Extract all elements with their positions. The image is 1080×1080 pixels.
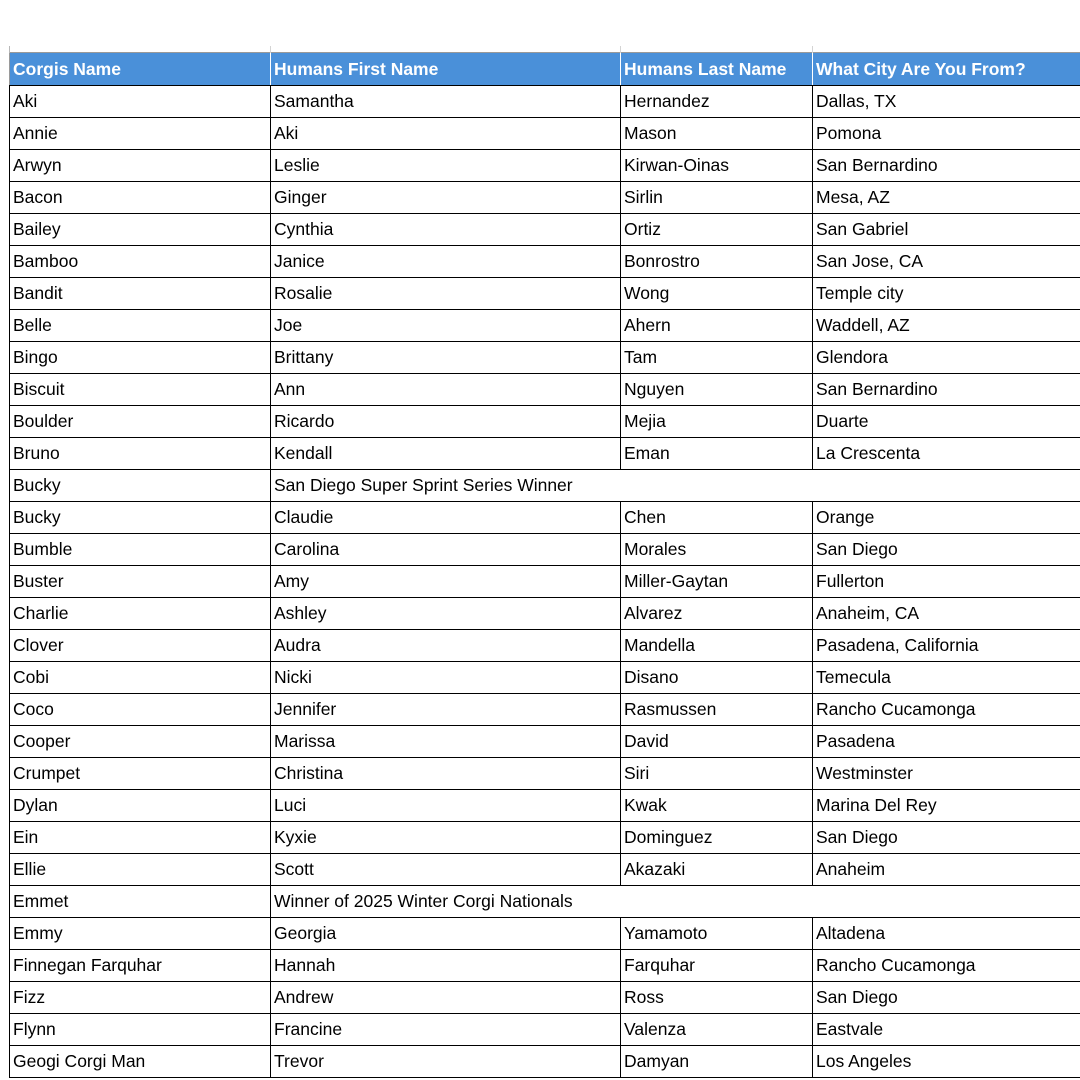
first-name-cell[interactable]: Luci [271, 790, 621, 822]
corgi-name-cell[interactable]: Ellie [10, 854, 271, 886]
city-cell[interactable]: San Gabriel [813, 214, 1080, 246]
table-row [10, 182, 1080, 214]
table-row [10, 214, 1080, 246]
city-cell[interactable]: Anaheim, CA [813, 598, 1080, 630]
table-row [10, 86, 1080, 118]
header-humans-first-name[interactable]: Humans First Name [271, 53, 621, 86]
last-name-cell[interactable]: Bonrostro [621, 246, 813, 278]
table-row [10, 662, 1080, 694]
corgi-name-cell[interactable]: Clover [10, 630, 271, 662]
last-name-cell[interactable]: Mejia [621, 406, 813, 438]
table-body [10, 86, 1080, 1078]
first-name-cell[interactable]: Audra [271, 630, 621, 662]
corgi-name-cell[interactable]: Emmet [10, 886, 271, 918]
city-cell[interactable]: Rancho Cucamonga [813, 694, 1080, 726]
first-name-cell[interactable]: Kyxie [271, 822, 621, 854]
last-name-cell[interactable]: Dominguez [621, 822, 813, 854]
table-row [10, 150, 1080, 182]
first-name-cell[interactable]: Janice [271, 246, 621, 278]
first-name-cell[interactable]: Claudie [271, 502, 621, 534]
last-name-cell[interactable]: Farquhar [621, 950, 813, 982]
first-name-cell[interactable]: Andrew [271, 982, 621, 1014]
first-name-cell[interactable]: Rosalie [271, 278, 621, 310]
corgi-name-cell[interactable]: Arwyn [10, 150, 271, 182]
corgi-name-cell[interactable]: Coco [10, 694, 271, 726]
city-cell[interactable]: Dallas, TX [813, 86, 1080, 118]
last-name-cell[interactable]: Sirlin [621, 182, 813, 214]
city-cell[interactable]: Pomona [813, 118, 1080, 150]
first-name-cell[interactable]: Ginger [271, 182, 621, 214]
last-name-cell[interactable]: Siri [621, 758, 813, 790]
corgi-name-cell[interactable]: Bumble [10, 534, 271, 566]
last-name-cell[interactable]: Hernandez [621, 86, 813, 118]
first-name-cell[interactable]: Ricardo [271, 406, 621, 438]
note-row [10, 886, 1080, 918]
table-row [10, 534, 1080, 566]
corgi-name-cell[interactable]: Aki [10, 86, 271, 118]
last-name-cell[interactable]: David [621, 726, 813, 758]
table-row [10, 406, 1080, 438]
city-cell[interactable]: Pasadena, California [813, 630, 1080, 662]
corgi-name-cell[interactable]: Finnegan Farquhar [10, 950, 271, 982]
corgi-name-cell[interactable]: Bucky [10, 502, 271, 534]
city-cell[interactable]: San Diego [813, 822, 1080, 854]
city-cell[interactable]: San Diego [813, 534, 1080, 566]
city-cell[interactable]: Los Angeles [813, 1046, 1080, 1078]
last-name-cell[interactable]: Disano [621, 662, 813, 694]
table-row [10, 822, 1080, 854]
last-name-cell[interactable]: Akazaki [621, 854, 813, 886]
corgi-name-cell[interactable]: Biscuit [10, 374, 271, 406]
last-name-cell[interactable]: Ahern [621, 310, 813, 342]
corgi-name-cell[interactable]: Bucky [10, 470, 271, 502]
table-row [10, 982, 1080, 1014]
corgi-name-cell[interactable]: Bruno [10, 438, 271, 470]
last-name-cell[interactable]: Damyan [621, 1046, 813, 1078]
last-name-cell[interactable]: Ross [621, 982, 813, 1014]
table-row [10, 726, 1080, 758]
table-row [10, 630, 1080, 662]
corgi-name-cell[interactable]: Buster [10, 566, 271, 598]
corgi-name-cell[interactable]: Cobi [10, 662, 271, 694]
last-name-cell[interactable]: Yamamoto [621, 918, 813, 950]
table-row [10, 502, 1080, 534]
corgi-name-cell[interactable]: Fizz [10, 982, 271, 1014]
last-name-cell[interactable]: Rasmussen [621, 694, 813, 726]
first-name-cell[interactable]: Ann [271, 374, 621, 406]
header-humans-last-name[interactable]: Humans Last Name [621, 53, 813, 86]
spreadsheet [9, 46, 1080, 1080]
table-row [10, 1014, 1080, 1046]
first-name-cell[interactable]: Marissa [271, 726, 621, 758]
corgi-name-cell[interactable]: Charlie [10, 598, 271, 630]
city-cell[interactable]: San Bernardino [813, 150, 1080, 182]
header-city[interactable]: What City Are You From? [813, 53, 1080, 86]
table-row [10, 310, 1080, 342]
table-row [10, 118, 1080, 150]
first-name-cell[interactable]: Francine [271, 1014, 621, 1046]
city-cell[interactable]: Temecula [813, 662, 1080, 694]
table-row [10, 374, 1080, 406]
first-name-cell[interactable]: Leslie [271, 150, 621, 182]
last-name-cell[interactable]: Kwak [621, 790, 813, 822]
corgi-name-cell[interactable]: Belle [10, 310, 271, 342]
city-cell[interactable]: Eastvale [813, 1014, 1080, 1046]
first-name-cell[interactable]: Trevor [271, 1046, 621, 1078]
achievement-note-cell[interactable]: San Diego Super Sprint Series Winner [271, 470, 1080, 502]
city-cell[interactable]: Glendora [813, 342, 1080, 374]
table-row [10, 1046, 1080, 1078]
first-name-cell[interactable]: Brittany [271, 342, 621, 374]
city-cell[interactable]: Pasadena [813, 726, 1080, 758]
city-cell[interactable]: Waddell, AZ [813, 310, 1080, 342]
city-cell[interactable]: Altadena [813, 918, 1080, 950]
city-cell[interactable]: Mesa, AZ [813, 182, 1080, 214]
first-name-cell[interactable]: Hannah [271, 950, 621, 982]
corgi-name-cell[interactable]: Annie [10, 118, 271, 150]
corgi-name-cell[interactable]: Emmy [10, 918, 271, 950]
table-row [10, 918, 1080, 950]
first-name-cell[interactable]: Kendall [271, 438, 621, 470]
corgi-name-cell[interactable]: Dylan [10, 790, 271, 822]
last-name-cell[interactable]: Ortiz [621, 214, 813, 246]
corgi-name-cell[interactable]: Bingo [10, 342, 271, 374]
table-row [10, 790, 1080, 822]
header-row [10, 53, 1080, 86]
first-name-cell[interactable]: Amy [271, 566, 621, 598]
first-name-cell[interactable]: Christina [271, 758, 621, 790]
first-name-cell[interactable]: Scott [271, 854, 621, 886]
first-name-cell[interactable]: Carolina [271, 534, 621, 566]
corgi-name-cell[interactable]: Ein [10, 822, 271, 854]
city-cell[interactable]: Duarte [813, 406, 1080, 438]
first-name-cell[interactable]: Samantha [271, 86, 621, 118]
corgi-name-cell[interactable]: Bamboo [10, 246, 271, 278]
corgi-name-cell[interactable]: Bandit [10, 278, 271, 310]
city-cell[interactable]: Westminster [813, 758, 1080, 790]
last-name-cell[interactable]: Valenza [621, 1014, 813, 1046]
last-name-cell[interactable]: Wong [621, 278, 813, 310]
corgi-name-cell[interactable]: Flynn [10, 1014, 271, 1046]
table-row [10, 758, 1080, 790]
first-name-cell[interactable]: Jennifer [271, 694, 621, 726]
last-name-cell[interactable]: Tam [621, 342, 813, 374]
city-cell[interactable]: San Jose, CA [813, 246, 1080, 278]
table-row [10, 278, 1080, 310]
corgi-name-cell[interactable]: Boulder [10, 406, 271, 438]
corgi-table [9, 46, 1080, 1078]
achievement-note-cell[interactable]: Winner of 2025 Winter Corgi Nationals [271, 886, 1080, 918]
city-cell[interactable]: Rancho Cucamonga [813, 950, 1080, 982]
table-row [10, 246, 1080, 278]
table-row [10, 950, 1080, 982]
note-row [10, 470, 1080, 502]
corgi-name-cell[interactable]: Crumpet [10, 758, 271, 790]
city-cell[interactable]: Temple city [813, 278, 1080, 310]
last-name-cell[interactable]: Miller-Gaytan [621, 566, 813, 598]
first-name-cell[interactable]: Aki [271, 118, 621, 150]
city-cell[interactable]: La Crescenta [813, 438, 1080, 470]
last-name-cell[interactable]: Morales [621, 534, 813, 566]
corgi-name-cell[interactable]: Geogi Corgi Man [10, 1046, 271, 1078]
corgi-name-cell[interactable]: Bacon [10, 182, 271, 214]
corgi-name-cell[interactable]: Cooper [10, 726, 271, 758]
last-name-cell[interactable]: Chen [621, 502, 813, 534]
first-name-cell[interactable]: Ashley [271, 598, 621, 630]
city-cell[interactable]: Anaheim [813, 854, 1080, 886]
last-name-cell[interactable]: Kirwan-Oinas [621, 150, 813, 182]
last-name-cell[interactable]: Mandella [621, 630, 813, 662]
city-cell[interactable]: San Diego [813, 982, 1080, 1014]
header-corgis-name[interactable]: Corgis Name [10, 53, 271, 86]
first-name-cell[interactable]: Joe [271, 310, 621, 342]
last-name-cell[interactable]: Nguyen [621, 374, 813, 406]
last-name-cell[interactable]: Eman [621, 438, 813, 470]
table-row [10, 342, 1080, 374]
first-name-cell[interactable]: Cynthia [271, 214, 621, 246]
city-cell[interactable]: Marina Del Rey [813, 790, 1080, 822]
first-name-cell[interactable]: Georgia [271, 918, 621, 950]
last-name-cell[interactable]: Alvarez [621, 598, 813, 630]
first-name-cell[interactable]: Nicki [271, 662, 621, 694]
table-row [10, 694, 1080, 726]
table-row [10, 598, 1080, 630]
last-name-cell[interactable]: Mason [621, 118, 813, 150]
city-cell[interactable]: Fullerton [813, 566, 1080, 598]
table-row [10, 566, 1080, 598]
table-row [10, 854, 1080, 886]
table-row [10, 438, 1080, 470]
city-cell[interactable]: San Bernardino [813, 374, 1080, 406]
city-cell[interactable]: Orange [813, 502, 1080, 534]
corgi-name-cell[interactable]: Bailey [10, 214, 271, 246]
